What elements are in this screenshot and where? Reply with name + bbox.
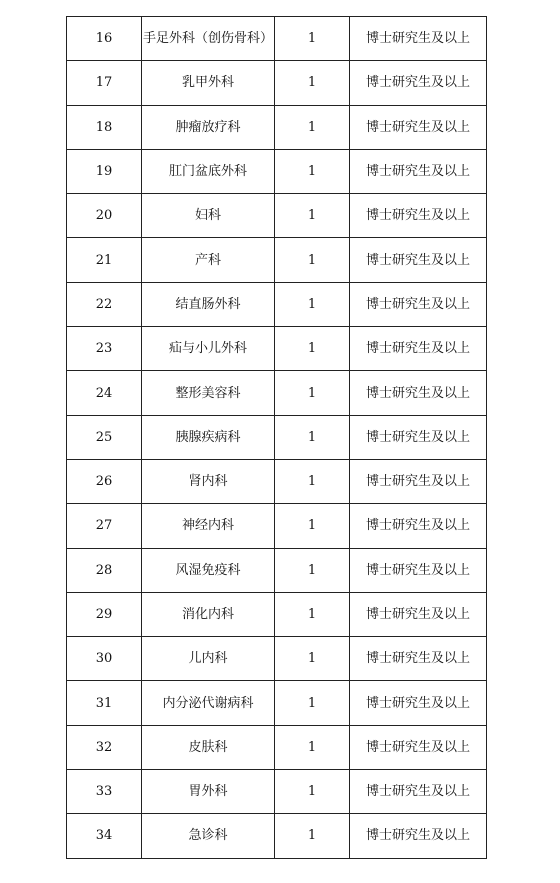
table-row (67, 327, 487, 371)
row-number: 17 (67, 61, 142, 105)
department-cell: 乳甲外科 (142, 61, 275, 105)
headcount-cell: 1 (275, 327, 350, 371)
row-number: 32 (67, 725, 142, 769)
department-cell: 内分泌代谢病科 (142, 681, 275, 725)
department-cell: 神经内科 (142, 504, 275, 548)
row-number: 26 (67, 459, 142, 503)
headcount-cell: 1 (275, 814, 350, 858)
department-cell: 消化内科 (142, 592, 275, 636)
education-cell: 博士研究生及以上 (350, 149, 487, 193)
education-cell: 博士研究生及以上 (350, 282, 487, 326)
table-row (67, 725, 487, 769)
table-row (67, 105, 487, 149)
headcount-cell: 1 (275, 61, 350, 105)
table-row (67, 61, 487, 105)
department-cell: 皮肤科 (142, 725, 275, 769)
headcount-cell: 1 (275, 637, 350, 681)
department-cell: 产科 (142, 238, 275, 282)
education-cell: 博士研究生及以上 (350, 238, 487, 282)
headcount-cell: 1 (275, 504, 350, 548)
headcount-cell: 1 (275, 459, 350, 503)
department-cell: 急诊科 (142, 814, 275, 858)
department-cell: 胰腺疾病科 (142, 415, 275, 459)
table-row (67, 415, 487, 459)
table-row (67, 548, 487, 592)
table-row (67, 149, 487, 193)
headcount-cell: 1 (275, 592, 350, 636)
headcount-cell: 1 (275, 238, 350, 282)
table-row (67, 194, 487, 238)
table-body (67, 17, 487, 859)
table-row (67, 814, 487, 858)
table-row (67, 238, 487, 282)
department-cell: 手足外科（创伤骨科） (142, 17, 275, 61)
headcount-cell: 1 (275, 105, 350, 149)
headcount-cell: 1 (275, 371, 350, 415)
row-number: 19 (67, 149, 142, 193)
row-number: 21 (67, 238, 142, 282)
education-cell: 博士研究生及以上 (350, 770, 487, 814)
table-row (67, 637, 487, 681)
education-cell: 博士研究生及以上 (350, 681, 487, 725)
row-number: 18 (67, 105, 142, 149)
department-cell: 妇科 (142, 194, 275, 238)
table-row (67, 504, 487, 548)
row-number: 33 (67, 770, 142, 814)
row-number: 30 (67, 637, 142, 681)
row-number: 24 (67, 371, 142, 415)
department-cell: 肛门盆底外科 (142, 149, 275, 193)
department-cell: 结直肠外科 (142, 282, 275, 326)
table-row (67, 459, 487, 503)
row-number: 34 (67, 814, 142, 858)
education-cell: 博士研究生及以上 (350, 371, 487, 415)
headcount-cell: 1 (275, 415, 350, 459)
headcount-cell: 1 (275, 725, 350, 769)
department-cell: 肿瘤放疗科 (142, 105, 275, 149)
recruitment-table (66, 16, 487, 859)
row-number: 27 (67, 504, 142, 548)
education-cell: 博士研究生及以上 (350, 725, 487, 769)
education-cell: 博士研究生及以上 (350, 459, 487, 503)
table-row (67, 770, 487, 814)
headcount-cell: 1 (275, 681, 350, 725)
headcount-cell: 1 (275, 17, 350, 61)
education-cell: 博士研究生及以上 (350, 327, 487, 371)
education-cell: 博士研究生及以上 (350, 637, 487, 681)
row-number: 16 (67, 17, 142, 61)
department-cell: 儿内科 (142, 637, 275, 681)
table-row (67, 371, 487, 415)
headcount-cell: 1 (275, 194, 350, 238)
department-cell: 整形美容科 (142, 371, 275, 415)
row-number: 22 (67, 282, 142, 326)
department-cell: 风湿免疫科 (142, 548, 275, 592)
education-cell: 博士研究生及以上 (350, 415, 487, 459)
education-cell: 博士研究生及以上 (350, 194, 487, 238)
table-row (67, 681, 487, 725)
row-number: 25 (67, 415, 142, 459)
row-number: 20 (67, 194, 142, 238)
row-number: 29 (67, 592, 142, 636)
table-row (67, 17, 487, 61)
headcount-cell: 1 (275, 149, 350, 193)
department-cell: 疝与小儿外科 (142, 327, 275, 371)
headcount-cell: 1 (275, 548, 350, 592)
row-number: 31 (67, 681, 142, 725)
table-row (67, 592, 487, 636)
department-cell: 胃外科 (142, 770, 275, 814)
headcount-cell: 1 (275, 282, 350, 326)
education-cell: 博士研究生及以上 (350, 504, 487, 548)
row-number: 23 (67, 327, 142, 371)
headcount-cell: 1 (275, 770, 350, 814)
education-cell: 博士研究生及以上 (350, 17, 487, 61)
row-number: 28 (67, 548, 142, 592)
department-cell: 肾内科 (142, 459, 275, 503)
education-cell: 博士研究生及以上 (350, 592, 487, 636)
education-cell: 博士研究生及以上 (350, 548, 487, 592)
table-row (67, 282, 487, 326)
education-cell: 博士研究生及以上 (350, 105, 487, 149)
education-cell: 博士研究生及以上 (350, 814, 487, 858)
education-cell: 博士研究生及以上 (350, 61, 487, 105)
